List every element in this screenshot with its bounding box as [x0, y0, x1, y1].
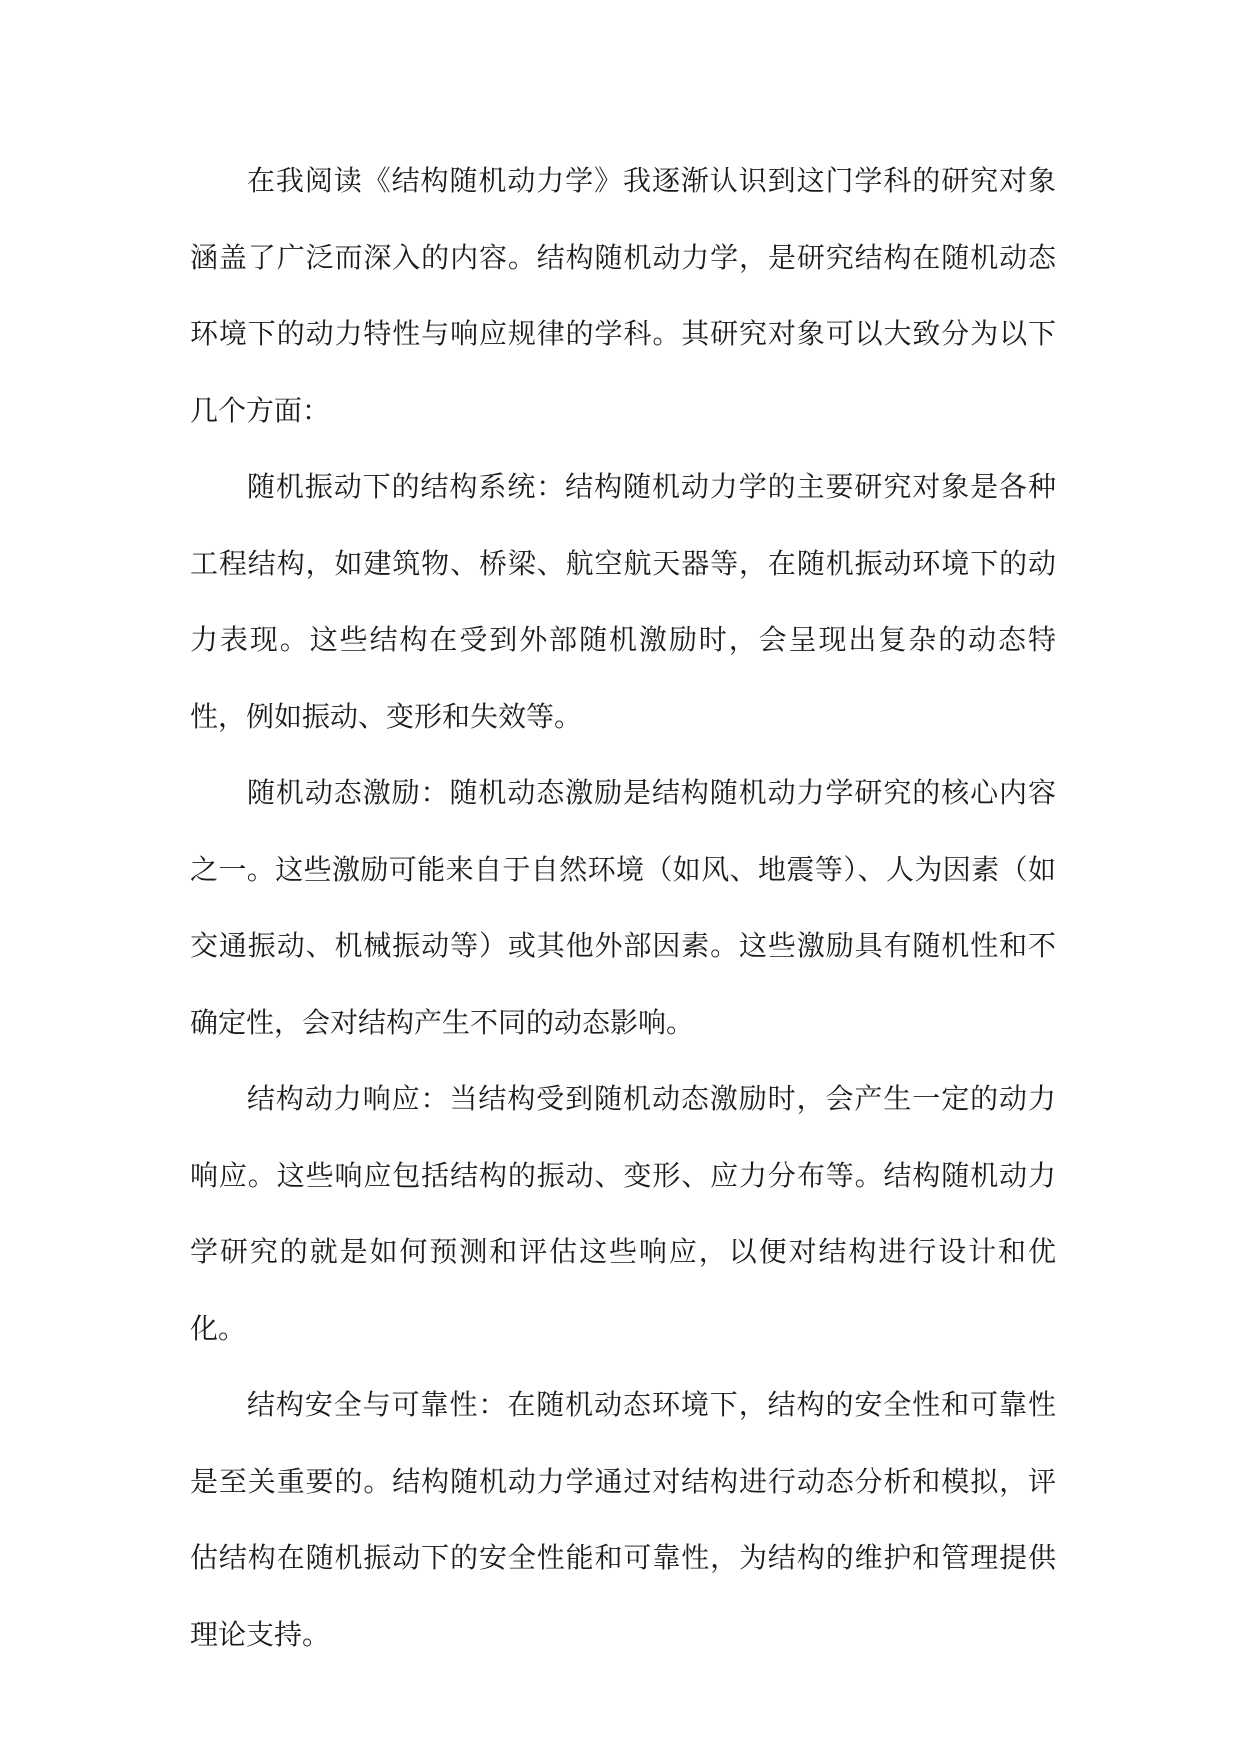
- paragraph-dynamic-response: 结构动力响应：当结构受到随机动态激励时，会产生一定的动力响应。这些响应包括结构的振动、变形、应力分布等。结构随机动力学研究的就是如何预测和评估这些响应，以便对结构进行设计和优化。: [190, 1082, 1056, 1345]
- paragraph-random-excitation: 随机动态激励：随机动态激励是结构随机动力学研究的核心内容之一。这些激励可能来自于自然环境（如风、地震等）、人为因素（如交通振动、机械振动等）或其他外部因素。这些激励具有随机性和不确定性，会对结构产生不同的动态影响。: [190, 776, 1056, 1039]
- paragraph-structural-system: 随机振动下的结构系统：结构随机动力学的主要研究对象是各种工程结构，如建筑物、桥梁、航空航天器等，在随机振动环境下的动力表现。这些结构在受到外部随机激励时，会呈现出复杂的动态特性，例如振动、变形和失效等。: [190, 470, 1056, 733]
- document-body: [190, 143, 1056, 1673]
- paragraph-safety-reliability: 结构安全与可靠性：在随机动态环境下，结构的安全性和可靠性是至关重要的。结构随机动力学通过对结构进行动态分析和模拟，评估结构在随机振动下的安全性能和可靠性，为结构的维护和管理提供理论支持。: [190, 1388, 1056, 1651]
- paragraph-intro: 在我阅读《结构随机动力学》我逐渐认识到这门学科的研究对象涵盖了广泛而深入的内容。结构随机动力学，是研究结构在随机动态环境下的动力特性与响应规律的学科。其研究对象可以大致分为以下几个方面：: [190, 164, 1056, 427]
